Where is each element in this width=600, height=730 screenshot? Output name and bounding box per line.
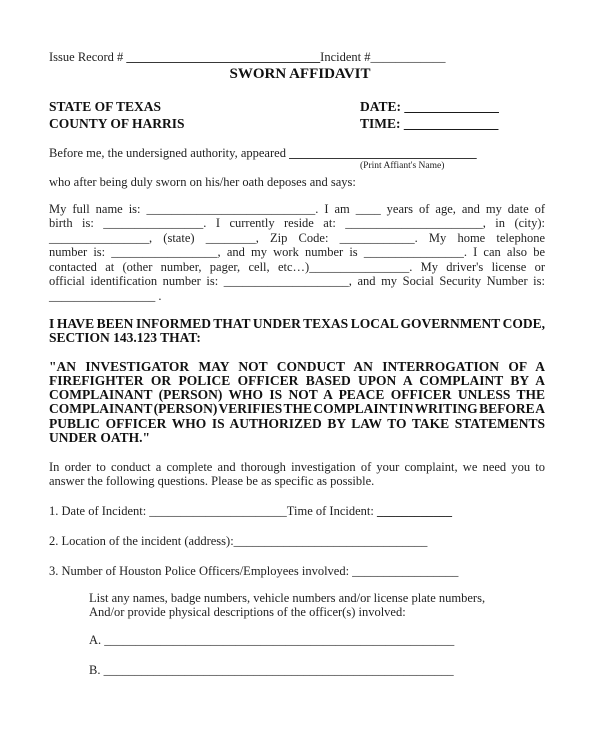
sworn-text: who after being duly sworn on his/her oath deposes and says: (49, 175, 356, 189)
question-2-location-field[interactable]: 2. Location of the incident (address):_______________________________ (49, 534, 428, 548)
list-instructions: List any names, badge numbers, vehicle numbers and/or license plate numbers, (89, 591, 486, 605)
para-line[interactable]: contacted at (other number, pager, cell, etc…)________________. My driver's license or (49, 260, 545, 274)
order-text: In order to conduct a complete and thorough investigation of your complaint, we need you to (49, 460, 545, 474)
question-1[interactable] (49, 504, 545, 518)
incident-field[interactable]: Incident #____________ (320, 50, 446, 64)
affiant-name-field[interactable]: ______________________________ (289, 146, 477, 160)
officer-b-field[interactable]: B. ________________________________________________________ (89, 663, 454, 677)
page-title: SWORN AFFIDAVIT (229, 66, 371, 82)
list-instructions: And/or provide physical descriptions of the officer(s) involved: (89, 605, 406, 619)
print-name-label: (Print Affiant's Name) (360, 161, 445, 171)
para-line[interactable]: number is: _________________, and my work number is ________________. I can also be (49, 245, 545, 259)
quote-line: COMPLAINANT (PERSON) WHO IS NOT A PEACE OFFICER UNLESS THE (49, 387, 545, 402)
informed-text: SECTION 143.123 THAT: (49, 330, 201, 345)
informed-text: I HAVE BEEN INFORMED THAT UNDER TEXAS LOCAL GOVERNMENT CODE, (49, 316, 545, 331)
quote-line: PUBLIC OFFICER WHO IS AUTHORIZED BY LAW TO TAKE STATEMENTS (49, 416, 545, 431)
para-line[interactable]: official identification number is: ____________________, and my Social Security Number is: (49, 274, 545, 288)
quote-line: "AN INVESTIGATOR MAY NOT CONDUCT AN INTERROGATION OF A (49, 359, 545, 374)
issue-record-field[interactable]: _______________________________ (126, 50, 321, 64)
quote-line: UNDER OATH." (49, 430, 150, 445)
county-label: COUNTY OF HARRIS (49, 116, 185, 131)
quote-line: FIREFIGHTER OR POLICE OFFICER BASED UPON A COMPLAINT BY A (49, 373, 545, 388)
before-line (49, 146, 545, 160)
officer-a-field[interactable]: A. ________________________________________________________ (89, 633, 455, 647)
para-line[interactable]: birth is: ________________. I currently reside at: ______________________, in (city): (49, 216, 545, 230)
para-line[interactable]: ________________, (state) ________, Zip Code: ____________. My home telephone (49, 231, 545, 245)
time-field[interactable]: TIME: ______________ (360, 116, 499, 131)
state-label: STATE OF TEXAS (49, 99, 162, 114)
issue-record-label: Issue Record # (49, 50, 127, 64)
ssn-field[interactable]: _________________ . (49, 289, 162, 303)
before-text: Before me, the undersigned authority, appeared (49, 146, 290, 160)
question-3-officers-field[interactable]: 3. Number of Houston Police Officers/Employees involved: _________________ (49, 564, 459, 578)
date-field[interactable]: DATE: ______________ (360, 99, 499, 114)
time-incident-field[interactable]: ____________ (376, 504, 452, 518)
header-line (49, 50, 545, 64)
para-line[interactable]: My full name is: ___________________________. I am ____ years of age, and my date of (49, 202, 545, 216)
quote-line: COMPLAINANT (PERSON) VERIFIES THE COMPLAINT IN WRITING BEFORE A (49, 401, 545, 416)
date-incident-field[interactable]: 1. Date of Incident: ______________________Time of Incident: (49, 504, 377, 518)
order-text: answer the following questions. Please be as specific as possible. (49, 474, 375, 488)
